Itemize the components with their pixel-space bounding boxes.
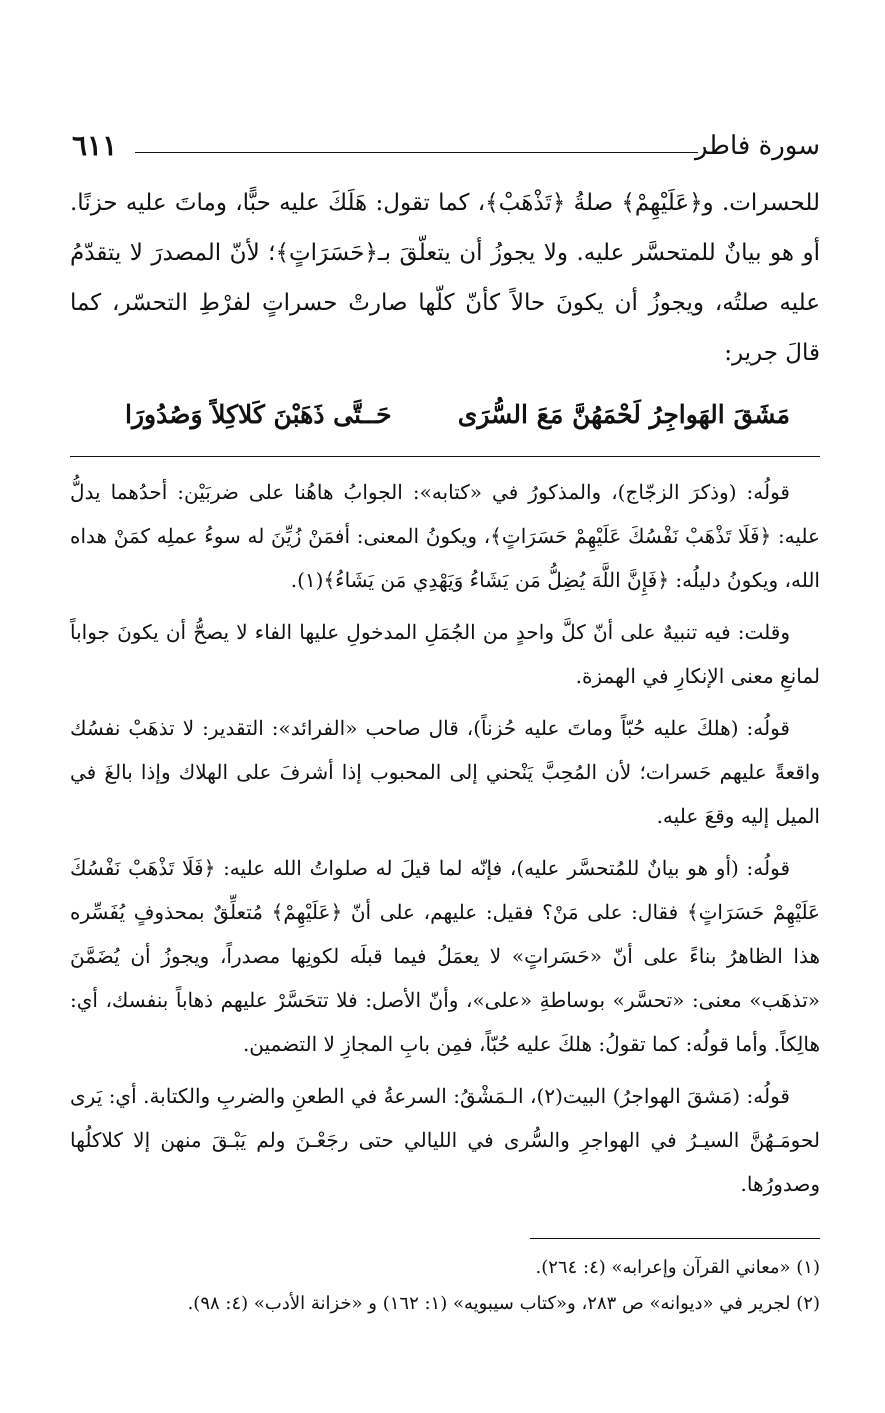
footnotes	[70, 1250, 820, 1322]
running-header	[70, 126, 820, 166]
footnote: (١) «معاني القرآن وإعرابه» (٤: ٢٦٤).	[535, 1257, 820, 1278]
header-rule	[135, 152, 698, 153]
commentary	[70, 470, 820, 1214]
commentary-paragraph: وقلت: فيه تنبيهٌ على أنّ كلَّ واحدٍ من الجُمَلِ المدخولِ عليها الفاء لا يصحُّ أن يكونَ جواباً لمانعِ معنى الإنكارِ في الهمزة.	[70, 620, 820, 688]
poem-hemistich-second: حَــتَّى ذَهَبْنَ كَلاكِلاً وَصُدُورَا	[125, 400, 392, 429]
poem-verse	[70, 390, 820, 440]
commentary-paragraph: قولُه: (أو هو بيانٌ للمُتحسَّر عليه)، فإنّه لما قيلَ له صلواتُ الله عليه: ﴿فَلَا تَذْهَبْ نَفْسُكَ عَلَيْهِمْ حَسَرَاتٍ﴾ فقال: على مَنْ؟ فقيل: عليهم، على أنّ ﴿عَلَيْهِمْ﴾ مُتعلِّقٌ بمحذوفٍ يُفَسِّره هذا الظاهرُ بناءً على أنّ «حَسَراتٍ» لا يعمَلُ فيما قبلَه لكونِها مصدراً، ويجوزُ أن يُضَمَّنَ «تذهَب» معنى: «تحسَّر» بوساطةِ «على»، وأنّ الأصل: فلا تتحَسَّرْ عليهم ذهاباً بنفسك، أي: هالِكاً. وأما قولُه: كما تقولُ: هلكَ عليه حُبّاً، فمِن بابِ المجازِ لا التضمين.	[70, 856, 820, 1056]
book-page	[70, 120, 820, 1340]
footnote-divider	[530, 1238, 820, 1239]
footnote: (٢) لجرير في «ديوانه» ص ٢٨٣، و«كتاب سيبويه» (١: ١٦٢) و «خزانة الأدب» (٤: ٩٨).	[187, 1293, 820, 1314]
commentary-paragraph: قولُه: (مَشقَ الهواجرُ) البيت(٢)، الـمَشْقُ: السرعةُ في الطعنِ والضربِ والكتابة. أي: يَرى لحومَـهُنَّ السيـرُ في الهواجرِ والسُّرى في الليالي حتى رجَعْـنَ ولم يَبْـقَ منهن إلا كلاكلُها وصدورُها.	[70, 1084, 820, 1196]
main-text	[70, 178, 820, 378]
main-paragraph: للحسرات. و﴿عَلَيْهِمْ﴾ صلةُ ﴿تَذْهَبْ﴾، كما تقول: هَلَكَ عليه حبًّا، وماتَ عليه حزنًا. أو هو بيانٌ للمتحسَّر عليه. ولا يجوزُ أن يتعلّقَ بـ﴿حَسَرَاتٍ﴾؛ لأنّ المصدرَ لا يتقدّمُ عليه صلتُه، ويجوزُ أن يكونَ حالاً كأنّ كلّها صارتْ حسراتٍ لفرْطِ التحسّر، كما قالَ جرير:	[70, 190, 820, 366]
poem-hemistich-first: مَشَقَ الهَواجِرُ لَحْمَهُنَّ مَعَ السُّرَى	[457, 400, 790, 429]
commentary-paragraph: قولُه: (وذكرَ الزجّاج)، والمذكورُ في «كتابه»: الجوابُ هاهُنا على ضربَيْن: أحدُهما يدلُّ عليه: ﴿فَلَا تَذْهَبْ نَفْسُكَ عَلَيْهِمْ حَسَرَاتٍ﴾، ويكونُ المعنى: أفمَنْ زُيِّنَ له سوءُ عملِه كمَنْ هداه الله، ويكونُ دليلُه: ﴿فَإِنَّ اللَّهَ يُضِلُّ مَن يَشَاءُ وَيَهْدِي مَن يَشَاءُ﴾(١).	[70, 480, 820, 592]
page-number: ٦١١	[72, 129, 118, 162]
commentary-paragraph: قولُه: (هلكَ عليه حُبّاً وماتَ عليه حُزناً)، قال صاحب «الفرائد»: التقدير: لا تذهَبْ نفسُك واقعةً عليهم حَسرات؛ لأن المُحِبَّ يَنْحني إلى المحبوب إذا أشرفَ على الهلاك وإذا بالغَ في الميل إليه وقعَ عليه.	[70, 716, 820, 828]
section-divider	[70, 456, 820, 457]
surah-title: سورة فاطر	[694, 131, 820, 161]
